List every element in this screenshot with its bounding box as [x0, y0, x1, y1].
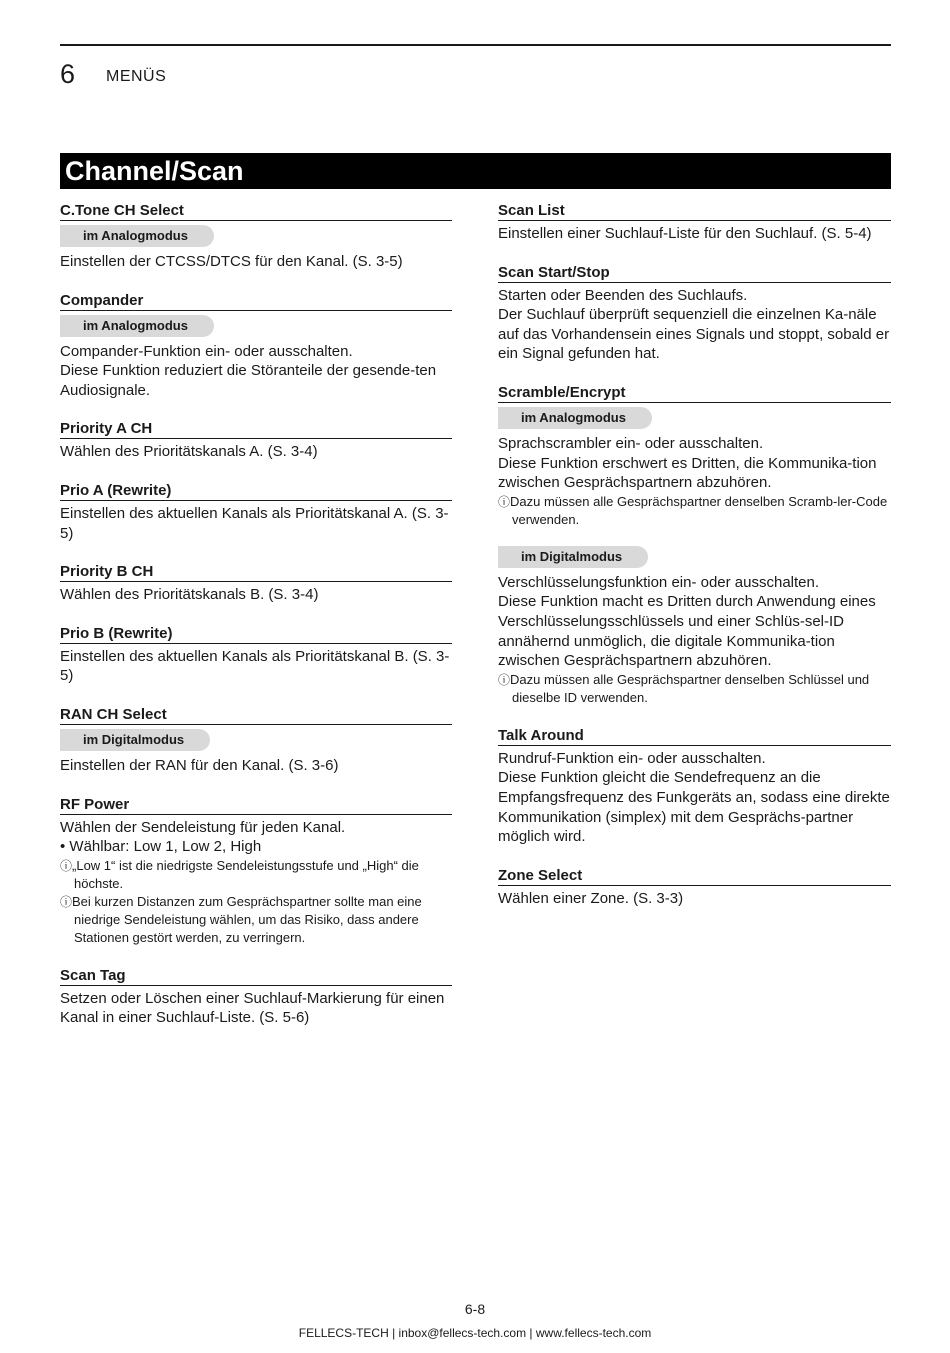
entry-title: Prio A (Rewrite): [60, 481, 452, 501]
info-icon: ⓘ: [498, 494, 511, 509]
entry-description: Starten oder Beenden des Suchlaufs.: [498, 286, 748, 304]
entry-prio-b-rewrite: [60, 624, 452, 686]
entry-priority-b-ch: [60, 562, 452, 605]
mode-badge: im Analogmodus: [498, 407, 652, 429]
entry-title: Scan Tag: [60, 966, 452, 986]
info-icon: ⓘ: [498, 672, 511, 687]
chapter-number: 6: [60, 59, 76, 89]
right-column: [498, 201, 891, 927]
info-icon: ⓘ: [60, 858, 73, 873]
entry-description: Einstellen einer Suchlauf-Liste für den Suchlauf. (S. 5-4): [498, 225, 872, 242]
entry-description: Wählen der Sendeleistung für jeden Kanal.: [60, 818, 346, 836]
entry-title: Prio B (Rewrite): [60, 624, 452, 644]
entry-description: Diese Funktion macht es Dritten durch Anwendung eines Verschlüsselungsschlüssels und einer Schlüs-sel-ID annähernd unmöglich, die digitale Kommunika-tion zwischen Gesprächspartnern abzuhören.: [498, 593, 876, 670]
entry-title: RAN CH Select: [60, 705, 452, 725]
entry-description: Wählen einer Zone. (S. 3-3): [498, 889, 684, 907]
note-text: „Low 1“ ist die niedrigste Sendeleistungsstufe und „High“ die höchste.: [72, 857, 419, 891]
entry-compander: [60, 291, 452, 401]
entry-description: Sprachscrambler ein- oder ausschalten.: [498, 434, 764, 452]
entry-description: Setzen oder Löschen einer Suchlauf-Markierung für einen Kanal in einer Suchlauf-Liste. (S. 5-6): [60, 989, 445, 1027]
entry-ran-ch-select: [60, 705, 452, 776]
entry-priority-a-ch: [60, 419, 452, 462]
entry-description: Einstellen der RAN für den Kanal. (S. 3-6): [60, 756, 339, 774]
entry-rf-power: [60, 795, 452, 947]
entry-title: Scan Start/Stop: [498, 263, 891, 283]
section-title: Channel/Scan: [60, 153, 891, 189]
entry-title: Compander: [60, 291, 452, 311]
entry-description: Diese Funktion gleicht die Sendefrequenz an die Empfangsfrequenz des Funkgeräts an, sodass eine direkte Kommunikation (simplex) mit dem Gesprächs-partner möglich wird.: [498, 769, 890, 846]
note: [498, 493, 891, 529]
entry-ctone-ch-select: [60, 201, 452, 272]
mode-badge: im Analogmodus: [60, 315, 214, 337]
entry-description: Diese Funktion erschwert es Dritten, die Kommunika-tion zwischen Gesprächspartnern abzuhören.: [498, 454, 877, 492]
entry-description: Einstellen des aktuellen Kanals als Prioritätskanal A. (S. 3-5): [60, 504, 449, 542]
entry-scramble-encrypt: [498, 383, 891, 707]
footer-credits: FELLECS-TECH | inbox@fellecs-tech.com | www.fellecs-tech.com: [298, 1326, 652, 1340]
entry-description: Einstellen der CTCSS/DTCS für den Kanal. (S. 3-5): [60, 253, 403, 270]
header-rule: [60, 44, 891, 46]
entry-title: Zone Select: [498, 866, 891, 886]
left-column: [60, 201, 452, 1047]
entry-scan-tag: [60, 966, 452, 1028]
entry-title: Scan List: [498, 201, 891, 221]
bullet-item: • Wählbar: Low 1, Low 2, High: [60, 838, 262, 856]
entry-description: Verschlüsselungsfunktion ein- oder ausschalten.: [498, 573, 820, 591]
info-icon: ⓘ: [60, 894, 73, 909]
note-text: Bei kurzen Distanzen zum Gesprächspartner sollte man eine niedrige Sendeleistung wählen, um das Risiko, dass andere Stationen gestört werden, zu verringern.: [72, 893, 422, 945]
entry-title: C.Tone CH Select: [60, 201, 452, 221]
entry-title: RF Power: [60, 795, 452, 815]
spacer: [498, 529, 891, 545]
mode-badge: im Digitalmodus: [498, 546, 648, 568]
entry-talk-around: [498, 726, 891, 847]
entry-zone-select: [498, 866, 891, 909]
chapter-title: MENÜS: [106, 68, 167, 85]
entry-description: Einstellen des aktuellen Kanals als Prioritätskanal B. (S. 3-5): [60, 647, 450, 685]
note-text: Dazu müssen alle Gesprächspartner denselben Schlüssel und dieselbe ID verwenden.: [510, 671, 870, 705]
entry-title: Talk Around: [498, 726, 891, 746]
entry-prio-a-rewrite: [60, 481, 452, 543]
entry-scan-start-stop: [498, 263, 891, 364]
entry-description: Wählen des Prioritätskanals A. (S. 3-4): [60, 443, 318, 461]
page-number: 6-8: [464, 1301, 486, 1317]
mode-badge: im Digitalmodus: [60, 729, 210, 751]
note: [60, 857, 452, 893]
note: [60, 893, 452, 947]
note-text: Dazu müssen alle Gesprächspartner denselben Scramb-ler-Code verwenden.: [510, 493, 888, 527]
note: [498, 671, 891, 707]
entry-description: Wählen des Prioritätskanals B. (S. 3-4): [60, 586, 319, 604]
entry-description: Rundruf-Funktion ein- oder ausschalten.: [498, 749, 766, 767]
entry-description: Compander-Funktion ein- oder ausschalten.: [60, 342, 353, 360]
entry-title: Priority B CH: [60, 562, 452, 582]
entry-title: Scramble/Encrypt: [498, 383, 891, 403]
mode-badge: im Analogmodus: [60, 225, 214, 247]
entry-description: Diese Funktion reduziert die Störanteile der gesende-ten Audiosignale.: [60, 362, 437, 399]
entry-scan-list: [498, 201, 891, 244]
entry-description: Der Suchlauf überprüft sequenziell die einzelnen Ka-näle auf das Vorhandensein eines Signals und stoppt, sobald er ein Signal gefunden hat.: [498, 306, 890, 363]
entry-title: Priority A CH: [60, 419, 452, 439]
